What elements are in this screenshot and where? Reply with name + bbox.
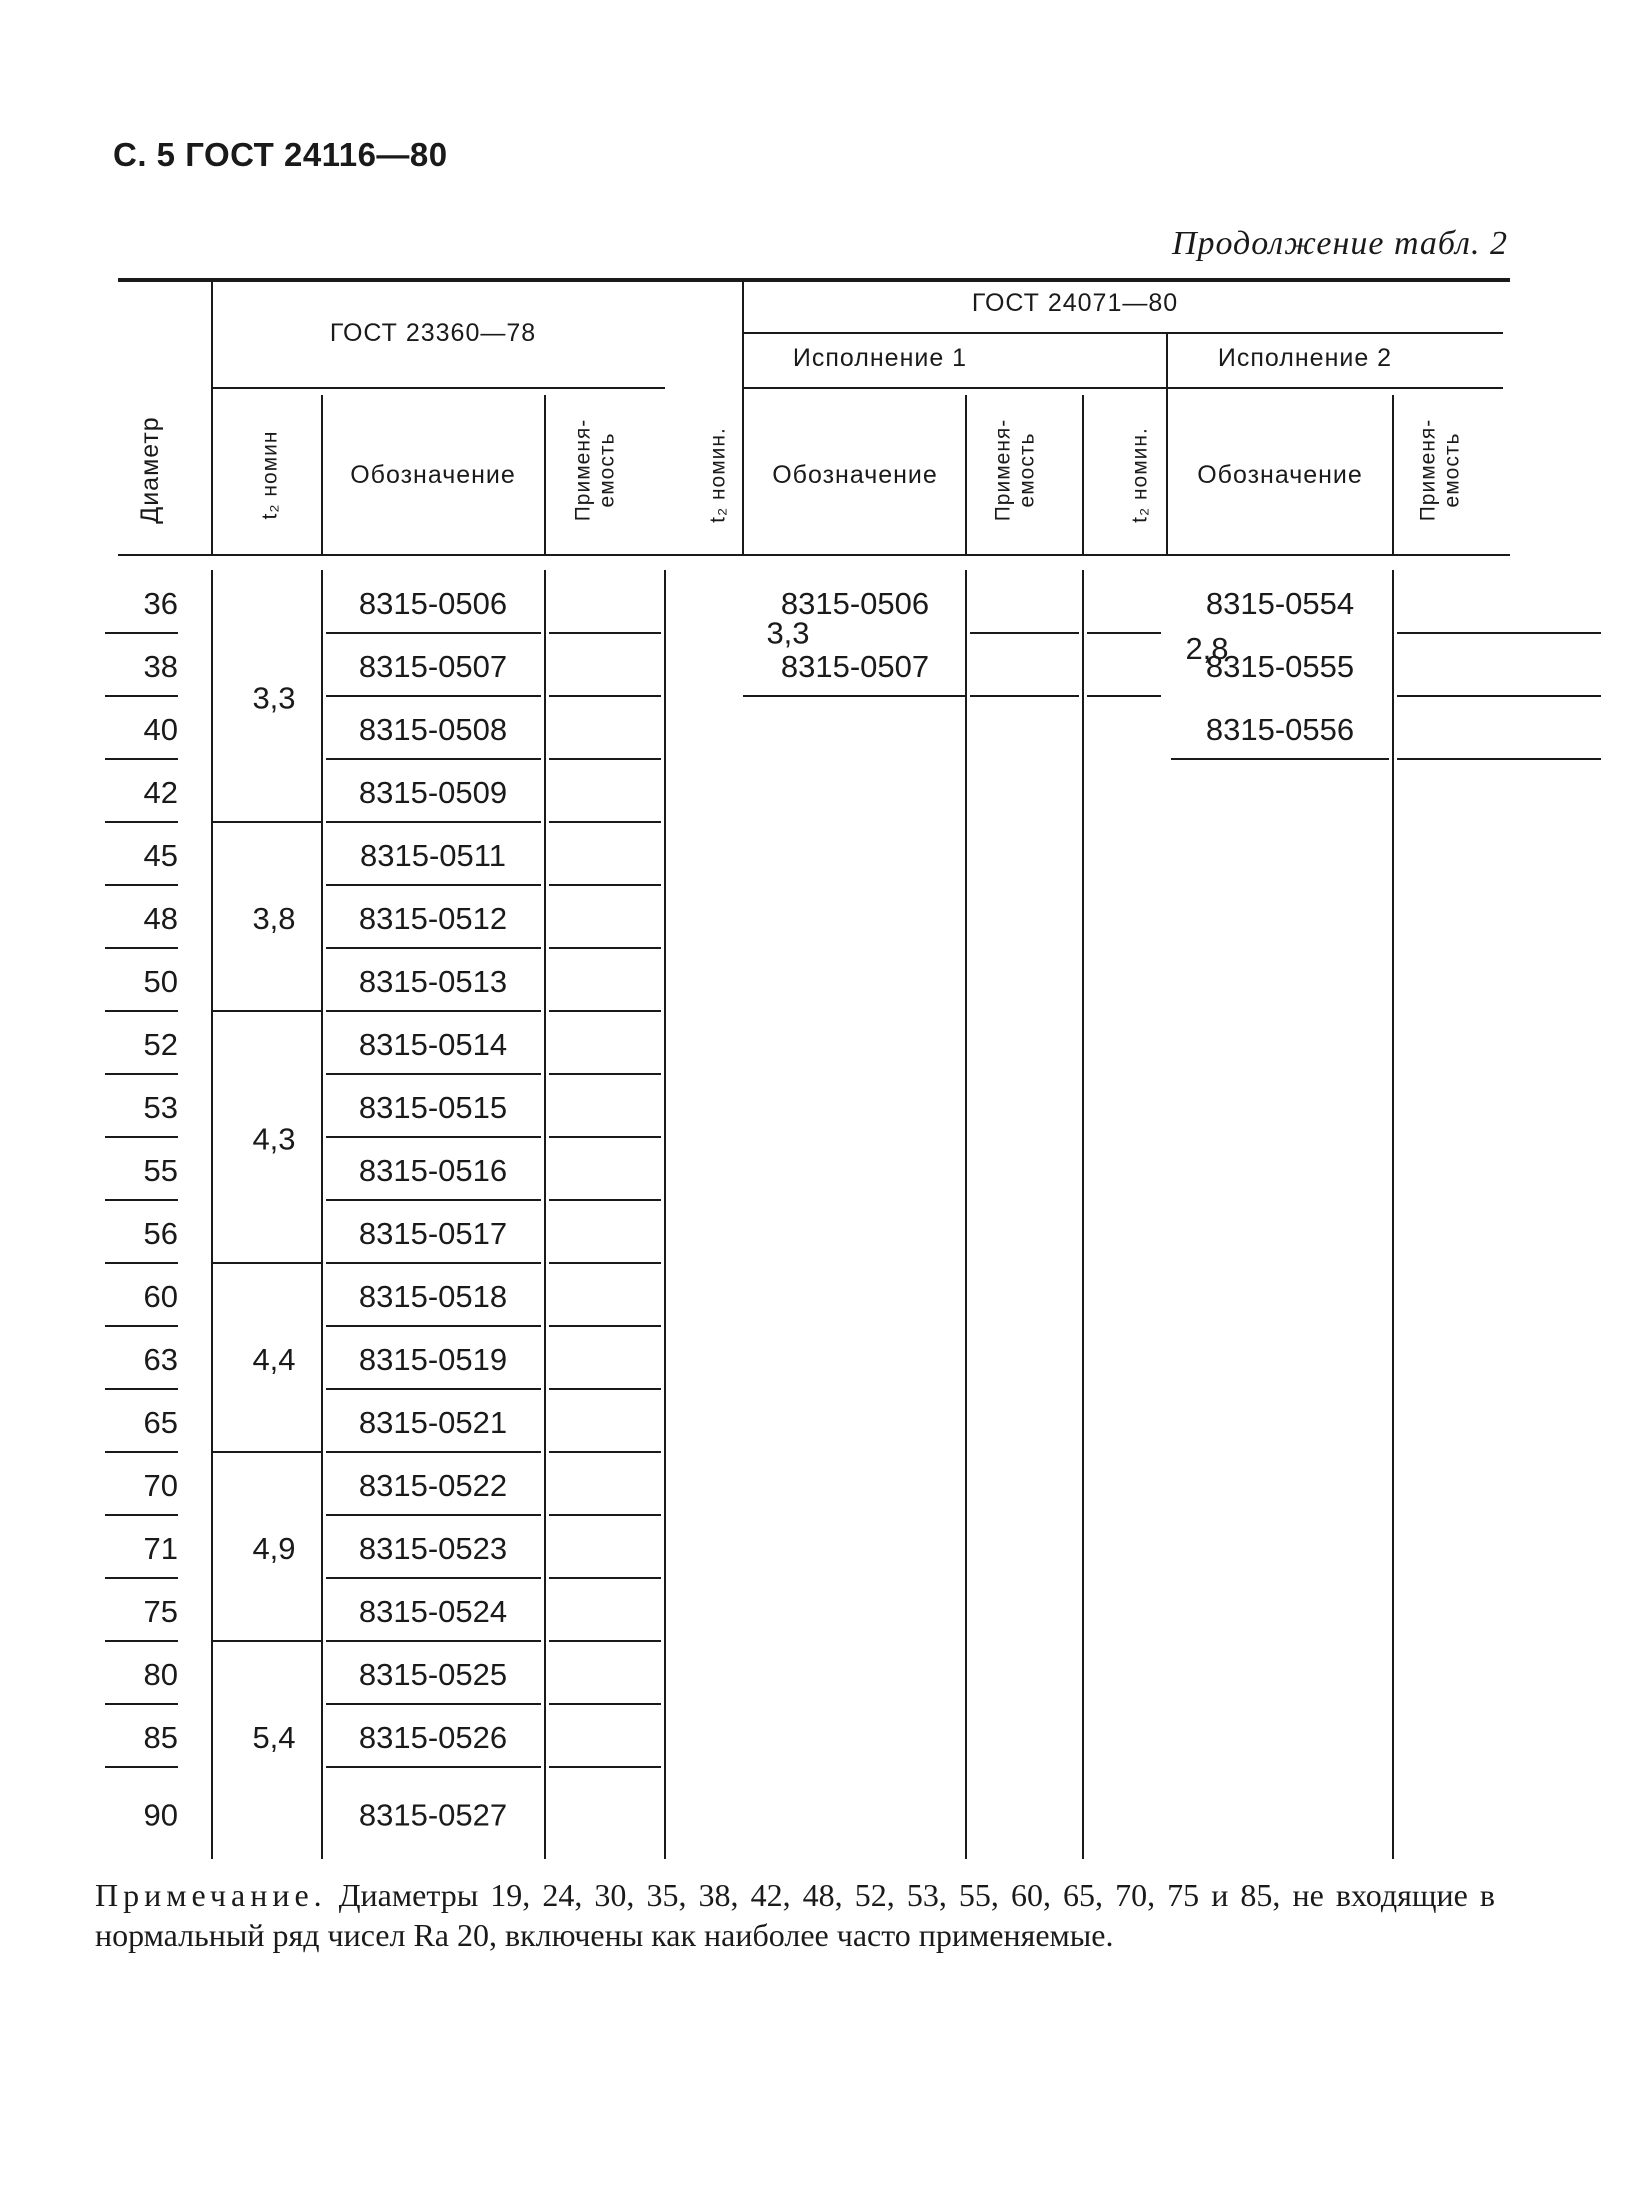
designation-cell: 8315-0519 — [358, 1342, 508, 1377]
designation-cell: 8315-0508 — [358, 712, 508, 747]
variant2-designation-cell: 8315-0556 — [1205, 712, 1355, 747]
designation-cell: 8315-0507 — [358, 649, 508, 684]
standard-number: ГОСТ 24116—80 — [185, 136, 448, 173]
designation-cell: 8315-0527 — [358, 1797, 508, 1833]
diameter-cell: 53 — [143, 1090, 178, 1125]
designation-cell: 8315-0523 — [358, 1531, 508, 1566]
designation-cell: 8315-0509 — [358, 775, 508, 810]
gost-23360-header: ГОСТ 23360—78 — [329, 319, 537, 347]
diameter-cell: 55 — [143, 1153, 178, 1188]
diameter-cell: 48 — [143, 901, 178, 936]
diameter-cell: 45 — [143, 838, 178, 873]
variant-1-header: Исполнение 1 — [792, 344, 968, 372]
designation-header-variant2: Обозначение — [1197, 461, 1363, 489]
diameter-cell: 56 — [143, 1216, 178, 1251]
diameter-cell: 71 — [143, 1531, 178, 1566]
diameter-cell: 63 — [143, 1342, 178, 1377]
diameter-cell: 90 — [143, 1797, 178, 1833]
designation-cell: 8315-0514 — [358, 1027, 508, 1062]
note-text: Диаметры 19, 24, 30, 35, 38, 42, 48, 52, 53, 55, 60, 65, 70, 75 и 85, не входящие в нормальный ряд чисел Ra 20, включены как наиболее часто применяемые. — [95, 1877, 1496, 1953]
diameter-cell: 50 — [143, 964, 178, 999]
applicability-header-variant1-line1: Применя- — [991, 418, 1015, 522]
variant2-designation-cell: 8315-0555 — [1205, 649, 1355, 684]
table-note — [95, 1875, 1495, 1955]
page-ref: С. 5 — [113, 136, 176, 173]
designation-cell: 8315-0517 — [358, 1216, 508, 1251]
diameter-cell: 80 — [143, 1657, 178, 1692]
t2-group-cell: 3,8 — [252, 901, 296, 936]
diameter-cell: 36 — [143, 586, 178, 621]
diameter-cell: 75 — [143, 1594, 178, 1629]
note-label: Примечание. — [95, 1877, 327, 1913]
designation-cell: 8315-0524 — [358, 1594, 508, 1629]
diameter-cell: 42 — [143, 775, 178, 810]
applicability-header-variant1-line2: емость — [1015, 432, 1039, 508]
applicability-header-variant2-line1: Применя- — [1416, 418, 1440, 522]
designation-cell: 8315-0525 — [358, 1657, 508, 1692]
t2-group-cell: 4,9 — [252, 1531, 296, 1566]
designation-cell: 8315-0516 — [358, 1153, 508, 1188]
t2-header-variant1: t₂ номин. — [706, 427, 730, 523]
diameter-cell: 38 — [143, 649, 178, 684]
designation-cell: 8315-0506 — [358, 586, 508, 621]
diameter-cell: 52 — [143, 1027, 178, 1062]
t2-group-cell: 5,4 — [252, 1720, 296, 1755]
variant2-designation-cell: 8315-0554 — [1205, 586, 1355, 621]
t2-group-cell: 4,4 — [252, 1342, 296, 1377]
col-diameter-header: Диаметр — [136, 416, 164, 524]
designation-cell: 8315-0513 — [358, 964, 508, 999]
designation-cell: 8315-0526 — [358, 1720, 508, 1755]
t2-group-cell: 3,3 — [252, 680, 296, 716]
designation-header-23360: Обозначение — [350, 461, 516, 489]
designation-cell: 8315-0518 — [358, 1279, 508, 1314]
diameter-cell: 70 — [143, 1468, 178, 1503]
variant1-t2-cell: 3,3 — [766, 615, 810, 651]
diameter-cell: 65 — [143, 1405, 178, 1440]
variant2-t2-cell: 2,8 — [1185, 631, 1229, 666]
designation-cell: 8315-0522 — [358, 1468, 508, 1503]
diameter-cell: 85 — [143, 1720, 178, 1755]
t2-header-variant2: t₂ номин. — [1128, 427, 1152, 523]
designation-cell: 8315-0521 — [358, 1405, 508, 1440]
applicability-header-23360-line1: Применя- — [571, 418, 595, 522]
variant1-designation-cell: 8315-0507 — [780, 649, 930, 684]
variant-2-header: Исполнение 2 — [1217, 344, 1393, 372]
designation-cell: 8315-0515 — [358, 1090, 508, 1125]
diameter-cell: 40 — [143, 712, 178, 747]
designation-header-variant1: Обозначение — [772, 461, 938, 489]
gost-24071-header: ГОСТ 24071—80 — [971, 289, 1179, 317]
diameter-cell: 60 — [143, 1279, 178, 1314]
t2-header-23360: t₂ номин — [258, 430, 282, 520]
designation-cell: 8315-0512 — [358, 901, 508, 936]
designation-cell: 8315-0511 — [360, 838, 506, 873]
table-continuation-title: Продолжение табл. 2 — [1171, 225, 1508, 262]
applicability-header-variant2-line2: емость — [1440, 432, 1464, 508]
variant1-designation-cell: 8315-0506 — [780, 586, 930, 621]
applicability-header-23360-line2: емость — [595, 432, 619, 508]
t2-group-cell: 4,3 — [252, 1121, 296, 1157]
